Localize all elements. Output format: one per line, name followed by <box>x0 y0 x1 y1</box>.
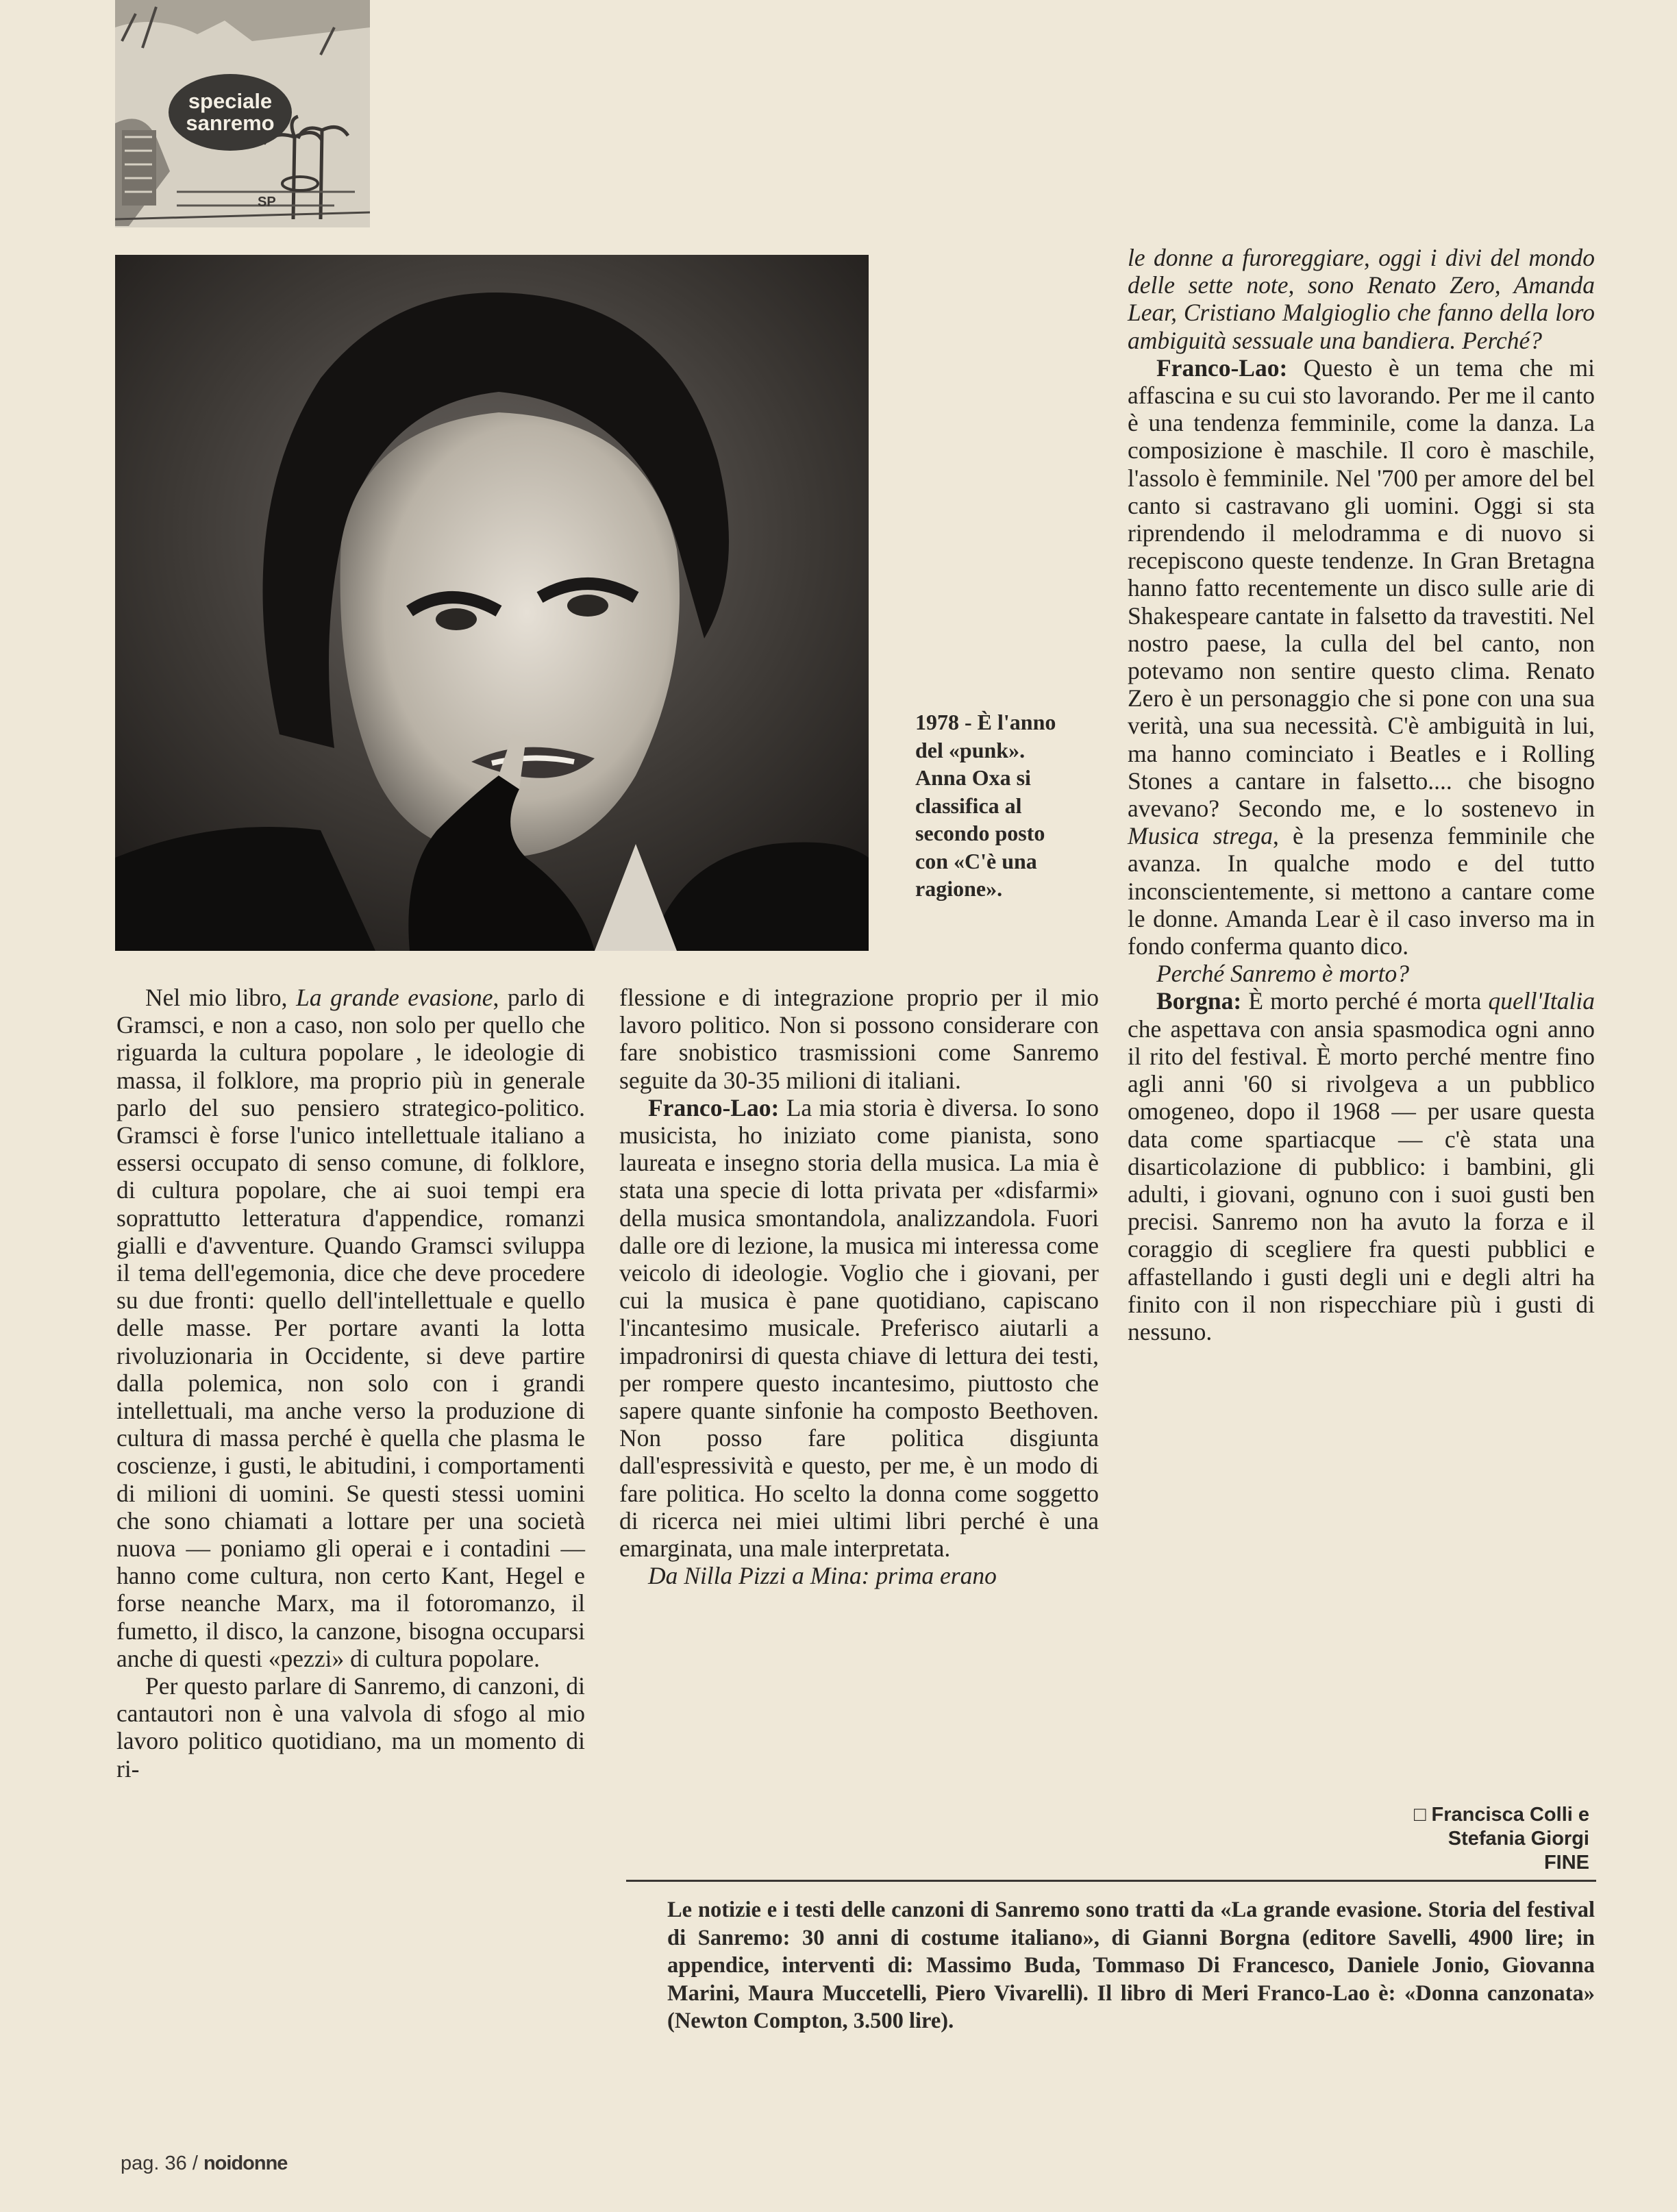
text-run: che aspettava con ansia spasmodica ogni anno il rito del festival. È morto perché mentre fino agli anni '60 si rivolgeva a un pubblico omogeneo, dopo il 1968 — per usare questa data come spartiacque — c'è stata una disarticolazione di pubblico: i bambini, gli adulti, i giovani, ognuno con i suoi gusti ben precisi. Sanremo non ha avuto la forza e il coraggio di scegliere fra questi pubblici e affastellando i gusti degli uni e degli altri ha finito con il non rispecchiare più i gusti di nessuno. <box>1128 1015 1595 1345</box>
divider <box>626 1880 1596 1882</box>
source-note: Le notizie e i testi delle canzoni di Sanremo sono tratti da «La grande evasione. Storia del festival di Sanremo: 30 anni di costume italiano», di Gianni Borgna (editore Savelli, 4900 lire; in appendice, interventi di: Massimo Buda, Tommaso Di Francesco, Daniele Jonio, Giovanna Marini, Maura Muccetelli, Piero Vivarelli). Il libro di Meri Franco-Lao è: «Donna canzonata» (Newton Compton, 3.500 lire). <box>667 1898 1595 2033</box>
separator: / <box>192 2152 198 2174</box>
question <box>1128 244 1595 354</box>
credit-line: Stefania Giorgi <box>1448 1828 1589 1850</box>
paragraph <box>1128 354 1595 960</box>
text-run: , è la presenza femminile che avanza. In qualche modo e del tutto inconscientemente, si mettono a cantare come le donne. Amanda Lear è il caso inverso ma in fondo conferma quanto dico. <box>1128 822 1595 960</box>
speaker-label: Franco-Lao: <box>1156 353 1288 382</box>
speaker-label: Borgna: <box>1156 987 1242 1015</box>
book-title: La grande evasione <box>296 984 493 1011</box>
page-number: pag. 36 <box>121 2152 187 2174</box>
logo-line1: speciale <box>188 89 273 113</box>
logo-sign: SP <box>258 195 276 210</box>
paragraph: flessione e di integrazione proprio per il mio lavoro politico. Non si possono considerare con fare snobistico trasmissioni come Sanremo seguite da 30-35 milioni di italiani. <box>619 984 1099 1094</box>
section-logo <box>115 0 370 227</box>
speciale-sanremo-badge <box>169 74 292 151</box>
article-column-left <box>116 984 585 1782</box>
page-footer <box>121 2152 287 2175</box>
text-run: Questo è un tema che mi affascina e su cui sto lavorando. Per me il canto è una tendenza femminile, come la danza. La composizione è maschile. Il coro è maschile, l'assolo è femminile. Nel '700 per amore del bel canto si castravano gli uomini. Oggi si sta riprendendo il melodramma e di nuovo si recepiscono queste tendenze. In Gran Bretagna hanno fatto recentemente un disco sulle arie di Shakespeare cantate in falsetto da travestiti. Nel nostro paese, la culla del bel canto, non potevamo non sentire questo clima. Renato Zero è un personaggio che si pone con una sua verità, una sua necessità. C'è ambiguità in lui, ma hanno cominciato i Beatles e i Rolling Stones a cantare in falsetto.... che bisogno avevano? Secondo me, e lo sostenevo in <box>1128 353 1595 823</box>
emphasis: quell'Italia <box>1488 987 1595 1015</box>
question-text: Perché Sanremo è morto? <box>1156 960 1410 988</box>
question <box>1128 960 1595 987</box>
author-credits <box>1363 1803 1589 1875</box>
text-run: La mia storia è diversa. Io sono musicista, ho iniziato come pianista, sono laureata e insegno storia della musica. La mia è stata una specie di lotta privata per «disfarmi» della musica smontandola, analizzandola. Fuori dalle ore di lezione, la musica mi interessa come veicolo di ideologie. Voglio che i giovani, per cui la musica è pane quotidiano, capiscano l'incantesimo musicale. Preferisco aiutarli a impadronirsi di questa chiave di lettura dei testi, per rompere questo incantesimo, piuttosto che sapere quante sinfonie ha composto Beethoven. Non posso fare politica disgiunta dall'espressività e questo, per me, è un modo di fare politica. Ho scelto la donna come soggetto di ricerca nei miei ultimi libri perché è una emarginata, una male interpretata. <box>619 1093 1099 1563</box>
paragraph <box>619 1094 1099 1562</box>
end-mark: FINE <box>1543 1852 1589 1874</box>
article-column-right <box>1128 244 1595 1345</box>
magazine-name: noidonne <box>203 2152 288 2174</box>
paragraph <box>1128 987 1595 1345</box>
paragraph <box>116 984 585 1672</box>
paragraph: Per questo parlare di Sanremo, di canzoni, di cantautori non è una valvola di sfogo al mio lavoro politico quotidiano, ma un momento di ri- <box>116 1672 585 1782</box>
question-text: le donne a furoreggiare, oggi i divi del mondo delle sette note, sono Renato Zero, Amanda Lear, Cristiano Malgioglio che fanno della loro ambiguità sessuale una bandiera. Perché? <box>1128 244 1595 354</box>
text-run: , parlo di Gramsci, e non a caso, non solo per quello che riguarda la cultura popolare , le ideologie di massa, il folklore, ma proprio più in generale parlo del suo pensiero strategico-politico. Gramsci è forse l'unico intellettuale italiano a essersi occupato di senso comune, di folklore, di cultura popolare, che ai suoi tempi era soprattutto letteratura d'appendice, romanzi gialli e d'avventure. Quando Gramsci sviluppa il tema dell'egemonia, dice che deve procedere su due fronti: quello dell'intellettuale e quello delle masse. Per portare avanti la lotta rivoluzionaria in Occidente, si deve partire dalla polemica, non solo con i grandi intellettuali, ma anche verso la produzione di cultura di massa perché è quella che plasma le coscienze, i gusti, le abitudini, i comportamenti di milioni di uomini. Se questi stessi uomini che sono chiamati a lottare per una società nuova — poniamo gli operai e i contadini — hanno come cultura, non certo Kant, Hegel e forse neanche Marx, ma il fotoromanzo, il fumetto, il disco, la canzone, bisogna occuparsi anche di questi «pezzi» di cultura popolare. <box>116 984 585 1672</box>
text-run: Nel mio libro, <box>145 984 297 1011</box>
anna-oxa-photo <box>115 255 869 951</box>
article-column-middle <box>619 984 1099 1589</box>
text-run: È morto perché é morta <box>1241 987 1489 1015</box>
speaker-label: Franco-Lao: <box>648 1093 780 1121</box>
question <box>619 1562 1099 1589</box>
photo-caption: 1978 - È l'anno del «punk». Anna Oxa si classifica al secondo posto con «C'è una ragione». <box>915 710 1056 901</box>
book-title: Musica strega <box>1128 822 1274 850</box>
logo-line2: sanremo <box>186 111 275 135</box>
credit-line: □ Francisca Colli e <box>1413 1804 1589 1826</box>
question-text: Da Nilla Pizzi a Mina: prima erano <box>648 1562 997 1590</box>
